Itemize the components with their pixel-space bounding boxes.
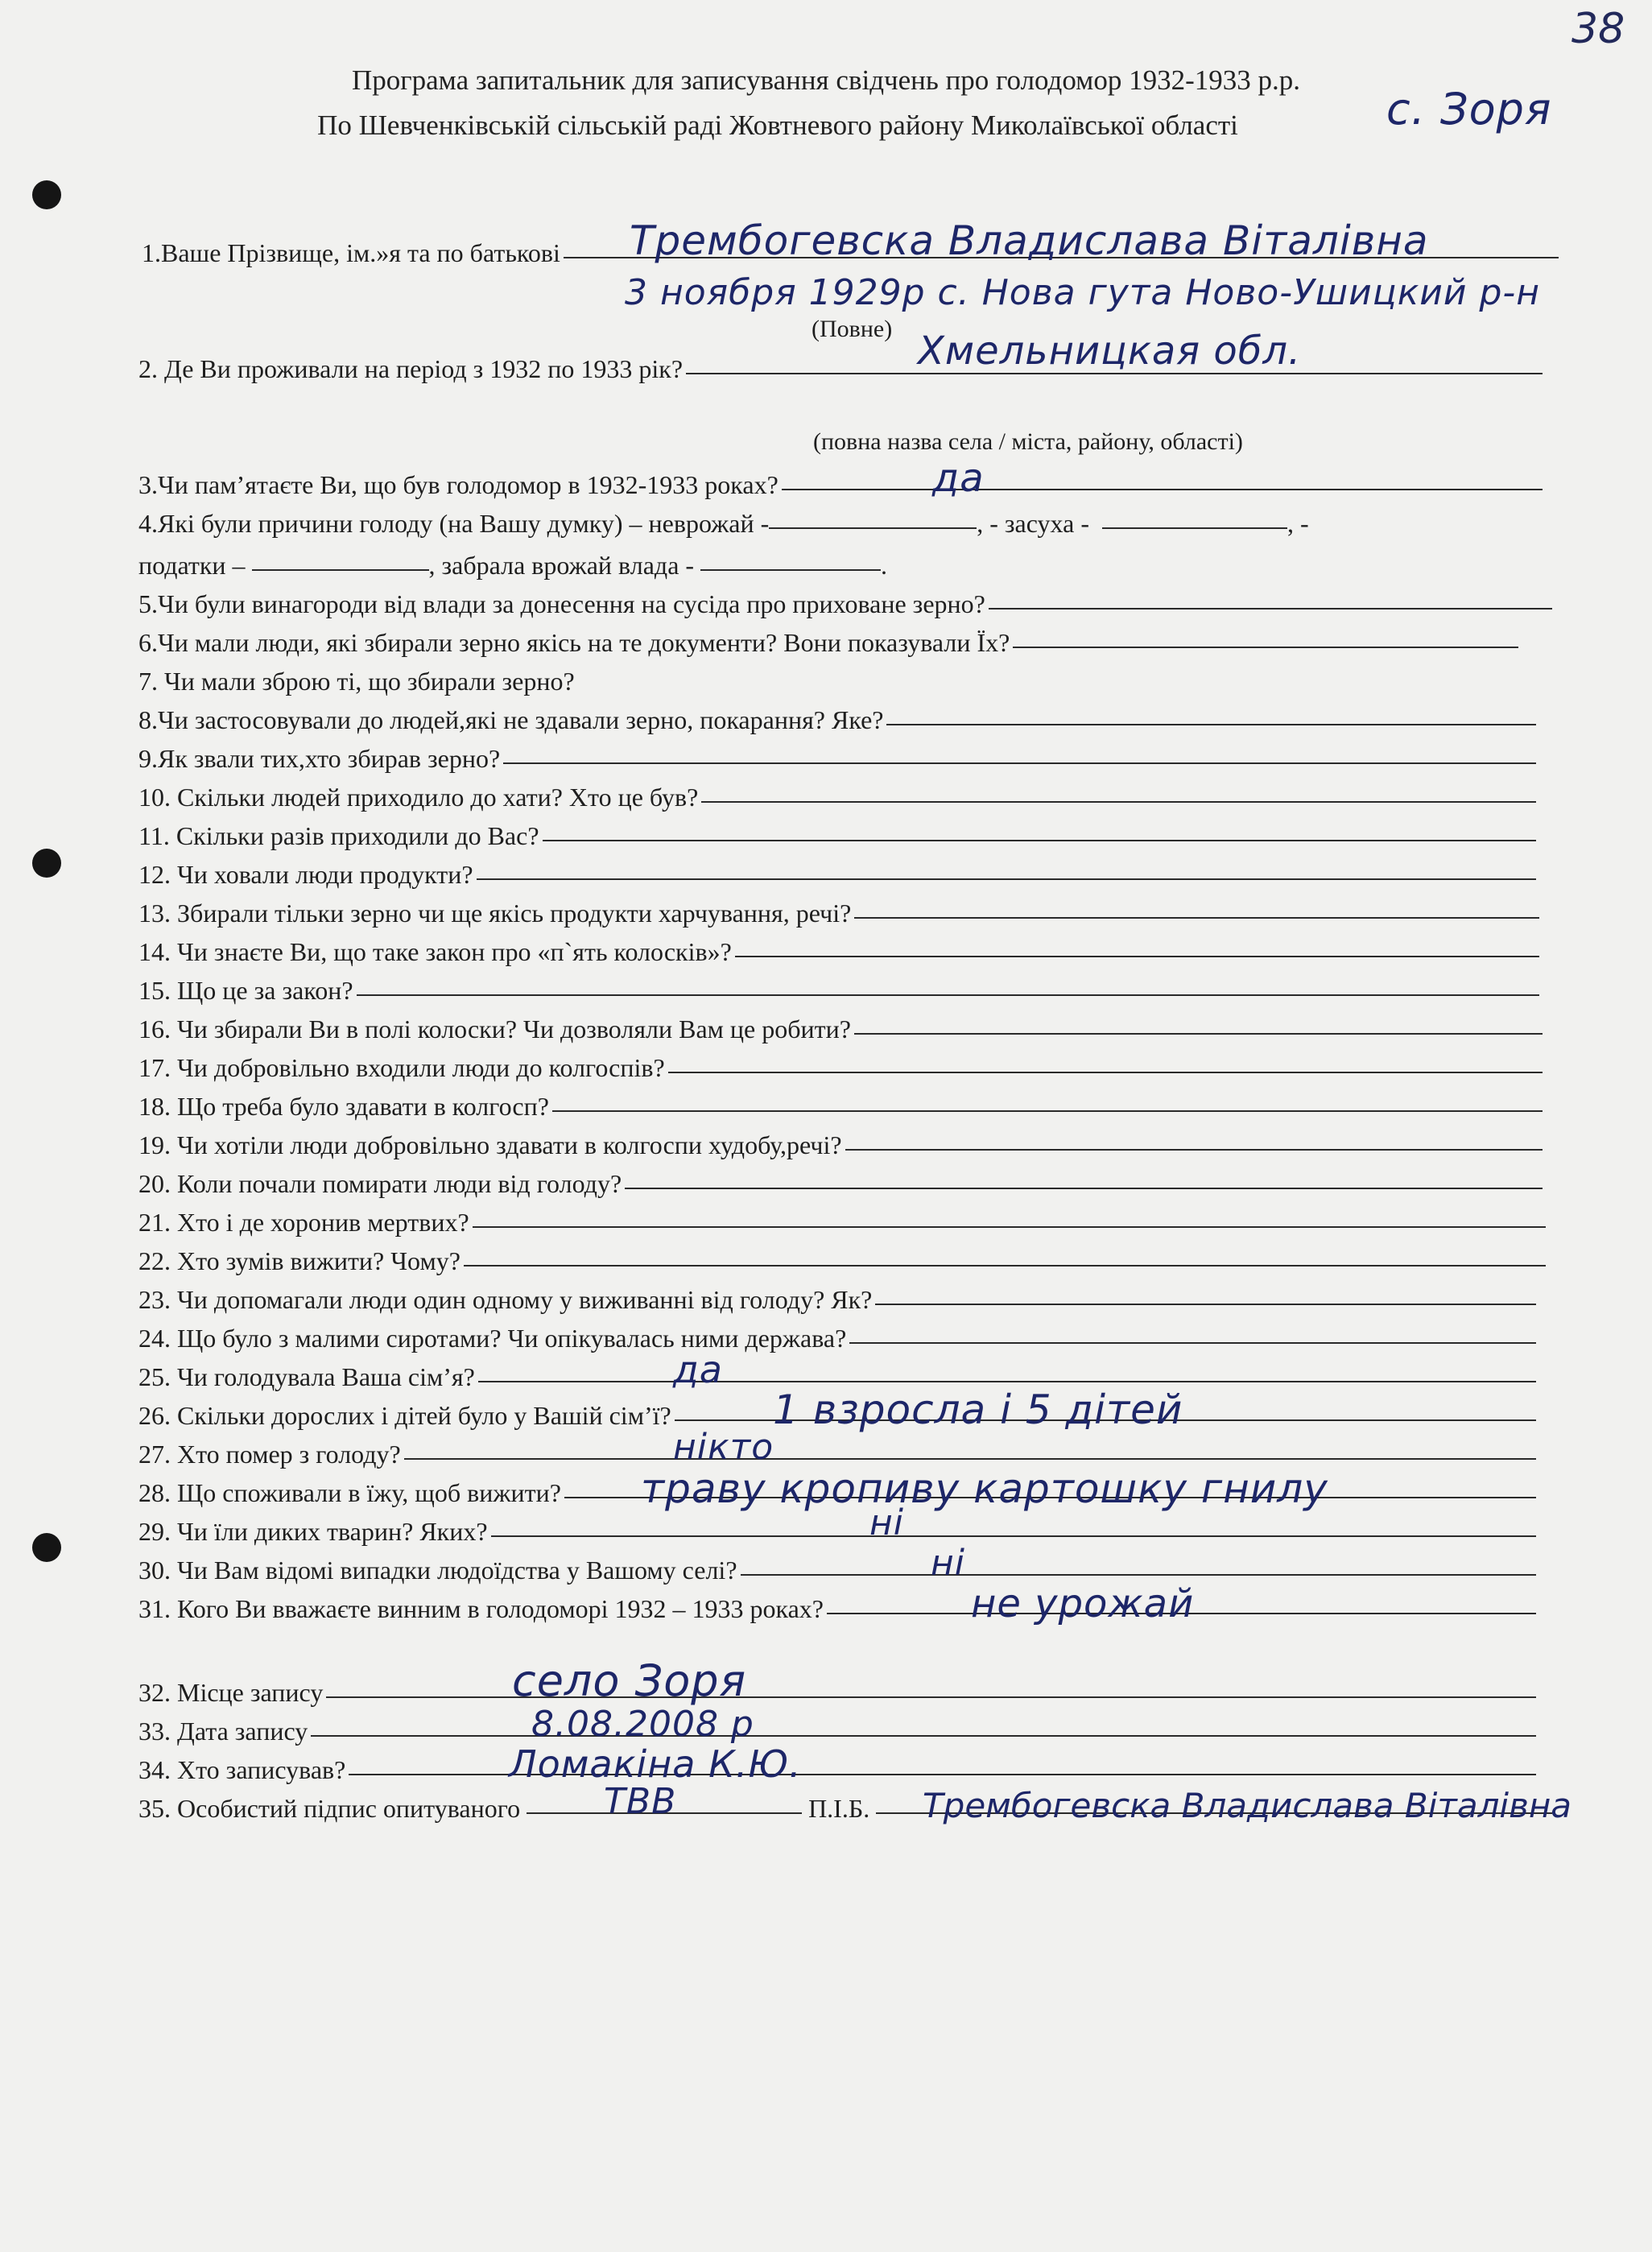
- answer-line: [491, 1535, 1536, 1537]
- answer-line: [473, 1226, 1546, 1228]
- question-label: 9.Як звали тих,хто збирав зерно?: [138, 744, 501, 773]
- answer-line: [464, 1265, 1546, 1266]
- answer-line: [875, 1304, 1536, 1305]
- answer-26: 1 взросла і 5 дітей: [773, 1386, 1183, 1433]
- question-22: [138, 1246, 1546, 1276]
- question-10: [138, 783, 1536, 812]
- answer-region: Хмельницкая обл.: [918, 329, 1302, 374]
- question-label: 26. Скільки дорослих і дітей було у Вашій сім’ї?: [138, 1401, 671, 1430]
- answer-birth-info: 3 ноября 1929р с. Нова гута Ново-Ушицкий р-н: [625, 272, 1541, 313]
- question-label: 17. Чи добровільно входили люди до колгоспів?: [138, 1053, 665, 1082]
- question-9: [138, 744, 1536, 774]
- question-34: [138, 1755, 1536, 1785]
- form-title: Програма запитальник для записування свідчень про голодомор 1932-1933 р.р.: [352, 64, 1300, 96]
- question-label: 31. Кого Ви вважаєте винним в голодоморі 1932 – 1933 роках?: [138, 1594, 824, 1623]
- question-label: 25. Чи голодувала Ваша сім’я?: [138, 1362, 475, 1391]
- page-number: 38: [1571, 5, 1625, 53]
- question-13: [138, 899, 1539, 928]
- answer-line: [701, 801, 1536, 803]
- question-24: [138, 1324, 1536, 1353]
- answer-line: [311, 1735, 1536, 1737]
- answer-line: [1013, 647, 1518, 648]
- question-label: , -: [1286, 509, 1309, 538]
- question-label: 12. Чи ховали люди продукти?: [138, 860, 473, 889]
- question-label: 10. Скільки людей приходило до хати? Хто це був?: [138, 783, 699, 812]
- question-label: , забрала врожай влада -: [428, 551, 695, 580]
- question-label: 33. Дата запису: [138, 1717, 308, 1746]
- question-label: 11. Скільки разів приходили до Вас?: [138, 821, 539, 850]
- question-label: 29. Чи їли диких тварин? Яких?: [138, 1517, 488, 1546]
- answer-31: не урожай: [971, 1581, 1195, 1626]
- answer-line: [543, 840, 1536, 841]
- question-label: П.І.Б.: [808, 1794, 870, 1823]
- question-label: 27. Хто помер з голоду?: [138, 1440, 401, 1469]
- answer-line: [668, 1072, 1543, 1073]
- question-2: [138, 354, 1543, 384]
- question-label: 23. Чи допомагали люди один одному у виживанні від голоду? Як?: [138, 1285, 873, 1314]
- question-label: 13. Збирали тільки зерно чи ще якісь продукти харчування, речі?: [138, 899, 852, 928]
- answer-line: [989, 608, 1552, 609]
- question-21: [138, 1208, 1546, 1238]
- question-label: 15. Що це за закон?: [138, 976, 353, 1005]
- question-14: [138, 937, 1539, 967]
- question-label: 30. Чи Вам відомі випадки людоїдства у Вашому селі?: [138, 1556, 737, 1585]
- village-handwritten: с. Зоря: [1386, 84, 1552, 134]
- question-label: .: [881, 551, 888, 580]
- answer-line: [478, 1381, 1536, 1382]
- answer-line: [477, 878, 1536, 880]
- answer-33: 8.08.2008 р: [531, 1704, 754, 1745]
- answer-line: [849, 1342, 1536, 1344]
- answer-line: [700, 569, 881, 571]
- answer-25: да: [673, 1348, 723, 1391]
- answer-line: [854, 1033, 1543, 1035]
- answer-full-name: Трембогевска Владислава Віталівна: [630, 217, 1429, 264]
- answer-35-name: Трембогевска Владислава Віталівна: [923, 1786, 1572, 1825]
- answer-line: [782, 489, 1543, 490]
- question-label: 3.Чи пам’ятаєте Ви, що був голодомор в 1932-1933 роках?: [138, 470, 779, 499]
- question-label: , - засуха -: [977, 509, 1089, 538]
- answer-line: [552, 1110, 1543, 1112]
- question-31: [138, 1594, 1536, 1624]
- question-16: [138, 1014, 1543, 1044]
- question-4-part-2: [138, 551, 887, 581]
- answer-line: [854, 917, 1539, 919]
- question-label: 6.Чи мали люди, які збирали зерно якісь на те документи? Вони показували Їх?: [138, 628, 1010, 657]
- binder-hole: [32, 180, 61, 209]
- question-5: [138, 589, 1552, 619]
- binder-hole: [32, 849, 61, 878]
- question-label: 28. Що споживали в їжу, щоб вижити?: [138, 1478, 561, 1507]
- answer-line: [845, 1149, 1543, 1151]
- question-23: [138, 1285, 1536, 1315]
- answer-line: [357, 994, 1539, 996]
- answer-27: нікто: [673, 1427, 774, 1468]
- question-3: [138, 470, 1543, 500]
- question-20: [138, 1169, 1543, 1199]
- question-12: [138, 860, 1536, 890]
- question-18: [138, 1092, 1543, 1122]
- answer-line: [886, 724, 1536, 725]
- note-full: (Повне): [812, 316, 893, 342]
- question-label: 8.Чи застосовували до людей,які не здавали зерно, покарання? Яке?: [138, 705, 884, 734]
- question-7: [138, 667, 575, 696]
- answer-line: [404, 1458, 1536, 1460]
- question-label: 1.Ваше Прізвище, ім.»я та по батькові: [142, 238, 560, 267]
- question-11: [138, 821, 1536, 851]
- question-label: 34. Хто записував?: [138, 1755, 346, 1784]
- answer-line: [769, 527, 977, 529]
- answer-29: ні: [869, 1502, 904, 1543]
- answer-line: [625, 1188, 1543, 1189]
- answer-3: да: [932, 456, 985, 501]
- answer-34: Ломакіна К.Ю.: [509, 1742, 802, 1786]
- question-label: 20. Коли почали помирати люди від голоду?: [138, 1169, 622, 1198]
- form-subtitle: По Шевченківській сільській раді Жовтневого району Миколаївської області: [317, 110, 1238, 141]
- question-label: 21. Хто і де хоронив мертвих?: [138, 1208, 469, 1237]
- question-17: [138, 1053, 1543, 1083]
- question-8: [138, 705, 1536, 735]
- question-33: [138, 1717, 1536, 1746]
- answer-line: [252, 569, 429, 571]
- question-label: 16. Чи збирали Ви в полі колоски? Чи дозволяли Вам це робити?: [138, 1014, 851, 1043]
- answer-line: [1102, 527, 1287, 529]
- question-label: 22. Хто зумів вижити? Чому?: [138, 1246, 460, 1275]
- question-29: [138, 1517, 1536, 1547]
- answer-line: [735, 956, 1539, 957]
- question-label: 24. Що було з малими сиротами? Чи опікувалась ними держава?: [138, 1324, 847, 1353]
- question-label: 14. Чи знаєте Ви, що таке закон про «п`ять колосків»?: [138, 937, 732, 966]
- question-label: 4.Які були причини голоду (на Вашу думку) – неврожай -: [138, 509, 770, 538]
- answer-32: село Зоря: [512, 1655, 747, 1706]
- answer-28: траву кропиву картошку гнилу: [641, 1465, 1328, 1512]
- question-label: 19. Чи хотіли люди добровільно здавати в колгоспи худобу,речі?: [138, 1130, 842, 1159]
- question-label: 5.Чи були винагороди від влади за донесення на сусіда про приховане зерно?: [138, 589, 985, 618]
- answer-line: [503, 762, 1536, 764]
- answer-30: ні: [931, 1543, 965, 1584]
- question-32: [138, 1678, 1536, 1708]
- question-15: [138, 976, 1539, 1006]
- question-label: податки –: [138, 551, 246, 580]
- question-label: 7. Чи мали зброю ті, що збирали зерно?: [138, 667, 575, 696]
- question-label: 2. Де Ви проживали на період з 1932 по 1933 рік?: [138, 354, 684, 383]
- question-label: 32. Місце запису: [138, 1678, 324, 1707]
- question-30: [138, 1556, 1536, 1585]
- question-6: [138, 628, 1518, 658]
- question-label: 18. Що треба було здавати в колгосп?: [138, 1092, 549, 1121]
- question-4-part-1: [138, 509, 1309, 539]
- answer-line: [326, 1696, 1536, 1698]
- note-place: (повна назва села / міста, району, області): [813, 428, 1243, 455]
- question-19: [138, 1130, 1543, 1160]
- question-label: 35. Особистий підпис опитуваного: [138, 1794, 521, 1823]
- binder-hole: [32, 1533, 61, 1562]
- respondent-signature: ТВВ: [604, 1781, 677, 1822]
- answer-line: [741, 1574, 1536, 1576]
